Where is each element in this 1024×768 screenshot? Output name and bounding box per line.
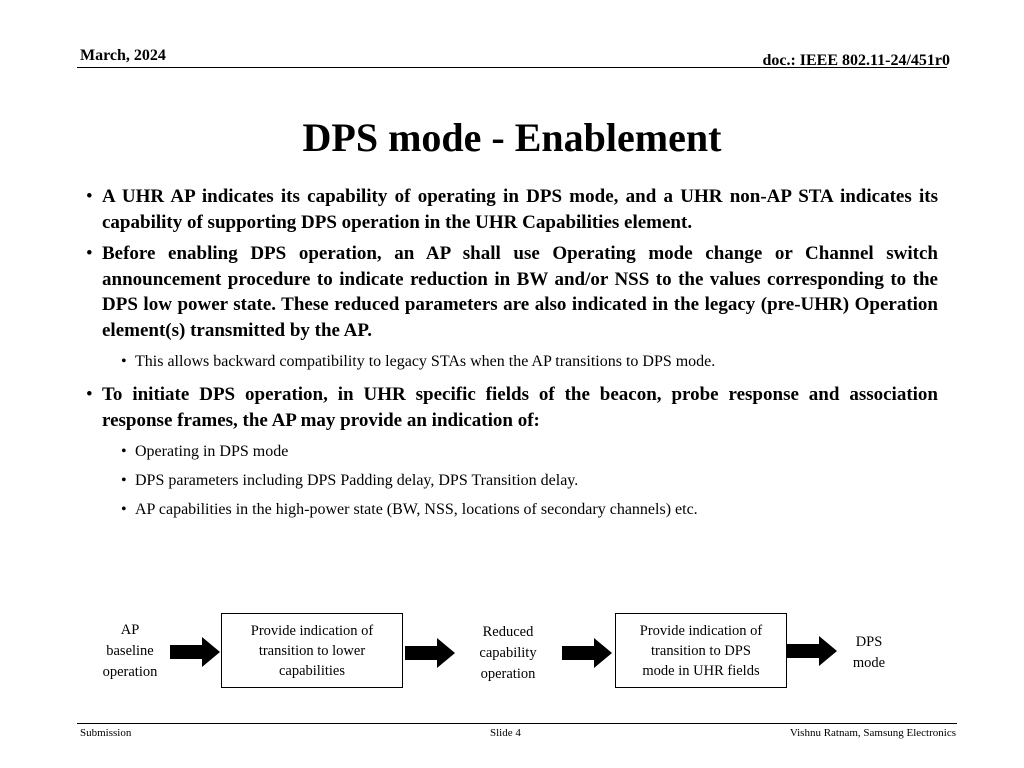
slide-title: DPS mode - Enablement bbox=[302, 115, 722, 160]
footer-divider bbox=[77, 723, 957, 724]
flow-box-line: transition to lower bbox=[258, 642, 366, 659]
bullet-1 bbox=[86, 184, 938, 235]
flow-step-reduced-capability bbox=[462, 622, 554, 685]
sub-bullet-3-3-text: AP capabilities in the high-power state (BW, NSS, locations of secondary channels) etc. bbox=[135, 501, 698, 518]
flow-box-line: transition to DPS bbox=[651, 642, 751, 659]
flow-arrow-1 bbox=[170, 637, 222, 667]
header-divider bbox=[77, 67, 947, 68]
flow-step-line: mode bbox=[852, 655, 886, 671]
bullet-marker: • bbox=[86, 186, 93, 207]
flow-box-line: Provide indication of bbox=[639, 622, 763, 639]
sub-bullet-3-2 bbox=[121, 468, 938, 493]
header-doc-id: doc.: IEEE 802.11-24/451r0 bbox=[762, 52, 950, 69]
flow-step-line: DPS bbox=[855, 634, 883, 650]
sub-bullet-3-1-text: Operating in DPS mode bbox=[135, 443, 289, 460]
flow-arrow-2 bbox=[405, 638, 457, 668]
bullet-1-text: A UHR AP indicates its capability of operating in DPS mode, and a UHR non-AP STA indicates its capability of supporting DPS operation in the UHR Capabilities element. bbox=[102, 186, 938, 233]
bullet-3 bbox=[86, 382, 938, 433]
sub-bullet-3-3 bbox=[121, 497, 938, 522]
flow-step-ap-baseline bbox=[90, 620, 170, 683]
bullet-marker: • bbox=[86, 243, 93, 264]
bullet-2-text: Before enabling DPS operation, an AP shall use Operating mode change or Channel switch announcement procedure to indicate reduction in BW and/or NSS to the values corresponding to the DPS low power state. These reduced parameters are also indicated in the legacy (pre-UHR) Operation element(s) transmitted by the AP. bbox=[102, 243, 938, 341]
sub-bullet-3-2-text: DPS parameters including DPS Padding delay, DPS Transition delay. bbox=[135, 472, 579, 489]
flow-step-line: AP bbox=[120, 622, 140, 638]
flow-step-dps-mode bbox=[838, 632, 900, 674]
sub-bullet-marker: • bbox=[121, 353, 127, 370]
sub-bullet-2-1-text: This allows backward compatibility to legacy STAs when the AP transitions to DPS mode. bbox=[135, 353, 716, 370]
flow-step-line: baseline bbox=[106, 643, 154, 659]
flow-box-lower-capabilities bbox=[221, 613, 403, 688]
flow-box-line: mode in UHR fields bbox=[642, 662, 760, 679]
flow-box-line: capabilities bbox=[278, 662, 345, 679]
footer-slide-number: Slide 4 bbox=[490, 727, 521, 739]
slide-content bbox=[86, 184, 938, 526]
footer-submission: Submission bbox=[80, 727, 132, 739]
flow-step-line: operation bbox=[480, 666, 536, 682]
sub-bullet-2-1 bbox=[121, 349, 938, 374]
bullet-marker: • bbox=[86, 384, 93, 405]
footer-author: Vishnu Ratnam, Samsung Electronics bbox=[789, 727, 956, 739]
flow-step-line: capability bbox=[479, 645, 537, 661]
bullet-2 bbox=[86, 241, 938, 343]
sub-bullet-marker: • bbox=[121, 501, 127, 518]
bullet-3-text: To initiate DPS operation, in UHR specific fields of the beacon, probe response and association response frames, the AP may provide an indication of: bbox=[102, 384, 938, 431]
sub-bullet-marker: • bbox=[121, 472, 127, 489]
header-date: March, 2024 bbox=[80, 47, 166, 64]
flow-arrow-4 bbox=[787, 636, 839, 666]
flow-step-line: operation bbox=[102, 664, 158, 680]
sub-bullet-3-1 bbox=[121, 439, 938, 464]
flow-box-line: Provide indication of bbox=[250, 622, 374, 639]
flow-step-line: Reduced bbox=[482, 624, 534, 640]
sub-bullet-marker: • bbox=[121, 443, 127, 460]
flow-box-dps-mode-indication bbox=[615, 613, 787, 688]
flow-arrow-3 bbox=[562, 638, 614, 668]
